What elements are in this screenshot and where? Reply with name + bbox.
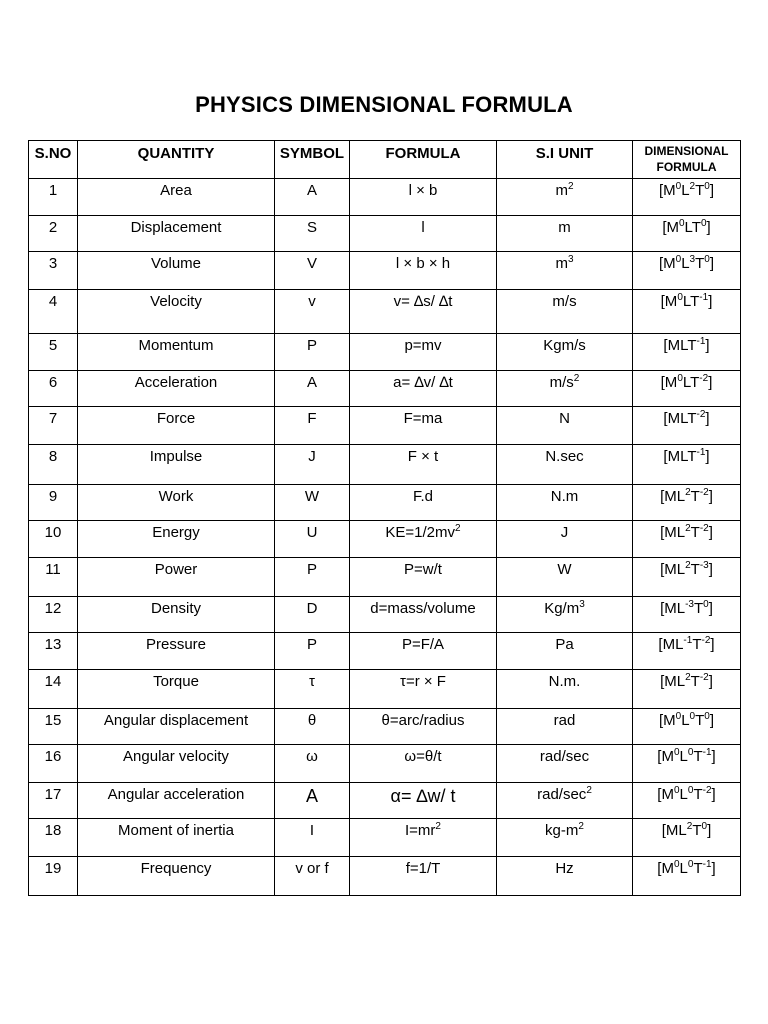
cell-dimensional-formula: $[MLT^{-1}]$ — [633, 334, 741, 371]
cell-symbol: A — [275, 179, 350, 216]
cell-dimensional-formula: $[M^0LT^{-2}]$ — [633, 371, 741, 407]
header-row — [29, 141, 741, 179]
cell-si-unit: N.m — [497, 485, 633, 521]
table-row — [29, 371, 741, 407]
cell-dimensional-formula: $[M^0L^0T^{-1}]$ — [633, 857, 741, 896]
cell-quantity: Momentum — [78, 334, 275, 371]
cell-sno: 14 — [29, 670, 78, 709]
dimensional-formula-table — [28, 140, 741, 896]
page-title: PHYSICS DIMENSIONAL FORMULA — [195, 92, 573, 117]
cell-dimensional-formula: $[ML^2T^{-2}]$ — [633, 670, 741, 709]
cell-formula: d=mass/volume — [350, 597, 497, 633]
table-row — [29, 819, 741, 857]
table-row — [29, 407, 741, 445]
table-row — [29, 558, 741, 597]
cell-dimensional-formula: $[MLT^{-1}]$ — [633, 445, 741, 485]
cell-quantity: Force — [78, 407, 275, 445]
cell-si-unit: $kg-m^2$ — [497, 819, 633, 857]
table-row — [29, 290, 741, 334]
table-row — [29, 745, 741, 783]
cell-formula: α= ∆w/ t — [350, 783, 497, 819]
cell-si-unit: rad — [497, 709, 633, 745]
cell-dimensional-formula: $[ML^2T^0]$ — [633, 819, 741, 857]
cell-formula: P=F/A — [350, 633, 497, 670]
table-row — [29, 709, 741, 745]
cell-dimensional-formula: $[ML^{-3}T^0]$ — [633, 597, 741, 633]
cell-formula: τ=r × F — [350, 670, 497, 709]
header-formula: FORMULA — [350, 141, 497, 179]
cell-quantity: Angular acceleration — [78, 783, 275, 819]
cell-formula: a= ∆v/ ∆t — [350, 371, 497, 407]
cell-symbol: W — [275, 485, 350, 521]
cell-si-unit: Hz — [497, 857, 633, 896]
table-row — [29, 670, 741, 709]
cell-formula: F.d — [350, 485, 497, 521]
cell-symbol: I — [275, 819, 350, 857]
table-row — [29, 597, 741, 633]
cell-si-unit: m/s — [497, 290, 633, 334]
cell-sno: 4 — [29, 290, 78, 334]
cell-symbol: v — [275, 290, 350, 334]
cell-dimensional-formula: $[M^0L^0T^{-2}]$ — [633, 783, 741, 819]
cell-formula: $KE=1/2mv^2$ — [350, 521, 497, 558]
table-row — [29, 334, 741, 371]
cell-quantity: Area — [78, 179, 275, 216]
cell-formula: ω=θ/t — [350, 745, 497, 783]
cell-si-unit: N — [497, 407, 633, 445]
cell-quantity: Work — [78, 485, 275, 521]
cell-dimensional-formula: $[M^0L^3T^0]$ — [633, 252, 741, 290]
cell-quantity: Moment of inertia — [78, 819, 275, 857]
cell-sno: 18 — [29, 819, 78, 857]
cell-symbol: P — [275, 633, 350, 670]
cell-sno: 8 — [29, 445, 78, 485]
cell-symbol: A — [275, 371, 350, 407]
cell-formula: $I=mr^2$ — [350, 819, 497, 857]
cell-formula: θ=arc/radius — [350, 709, 497, 745]
table-row — [29, 485, 741, 521]
table-row — [29, 783, 741, 819]
cell-formula: F=ma — [350, 407, 497, 445]
table-row — [29, 521, 741, 558]
cell-symbol: J — [275, 445, 350, 485]
cell-quantity: Impulse — [78, 445, 275, 485]
cell-dimensional-formula: $[M^0L^0T^{-1}]$ — [633, 745, 741, 783]
cell-quantity: Velocity — [78, 290, 275, 334]
cell-symbol: θ — [275, 709, 350, 745]
cell-sno: 7 — [29, 407, 78, 445]
cell-symbol: F — [275, 407, 350, 445]
cell-sno: 12 — [29, 597, 78, 633]
cell-formula: P=w/t — [350, 558, 497, 597]
table-row — [29, 179, 741, 216]
cell-sno: 16 — [29, 745, 78, 783]
cell-quantity: Volume — [78, 252, 275, 290]
cell-quantity: Pressure — [78, 633, 275, 670]
cell-sno: 19 — [29, 857, 78, 896]
cell-dimensional-formula: $[ML^2T^{-3}]$ — [633, 558, 741, 597]
cell-dimensional-formula: $[MLT^{-2}]$ — [633, 407, 741, 445]
cell-quantity: Density — [78, 597, 275, 633]
table-row — [29, 216, 741, 252]
cell-si-unit: rad/$\sec^2$ — [497, 783, 633, 819]
cell-symbol: A — [275, 783, 350, 819]
cell-quantity: Angular velocity — [78, 745, 275, 783]
cell-si-unit: $m^2$ — [497, 179, 633, 216]
table-row — [29, 633, 741, 670]
cell-dimensional-formula: $[M^0LT^0]$ — [633, 216, 741, 252]
table-row — [29, 857, 741, 896]
cell-si-unit: $m/s^2$ — [497, 371, 633, 407]
cell-symbol: D — [275, 597, 350, 633]
cell-formula: v= ∆s/ ∆t — [350, 290, 497, 334]
cell-quantity: Acceleration — [78, 371, 275, 407]
cell-symbol: P — [275, 334, 350, 371]
cell-sno: 6 — [29, 371, 78, 407]
cell-si-unit: W — [497, 558, 633, 597]
cell-formula: f=1/T — [350, 857, 497, 896]
cell-formula: p=mv — [350, 334, 497, 371]
cell-symbol: ω — [275, 745, 350, 783]
cell-sno: 15 — [29, 709, 78, 745]
header-sno: S.NO — [29, 141, 78, 179]
cell-symbol: U — [275, 521, 350, 558]
cell-quantity: Displacement — [78, 216, 275, 252]
cell-quantity: Angular displacement — [78, 709, 275, 745]
cell-quantity: Energy — [78, 521, 275, 558]
cell-si-unit: $Kg/m^3$ — [497, 597, 633, 633]
table-row — [29, 445, 741, 485]
header-symbol: SYMBOL — [275, 141, 350, 179]
cell-si-unit: J — [497, 521, 633, 558]
cell-quantity: Frequency — [78, 857, 275, 896]
cell-symbol: P — [275, 558, 350, 597]
cell-dimensional-formula: $[ML^2T^{-2}]$ — [633, 485, 741, 521]
cell-si-unit: N.m. — [497, 670, 633, 709]
cell-formula: l × b — [350, 179, 497, 216]
cell-si-unit: Kgm/s — [497, 334, 633, 371]
cell-quantity: Torque — [78, 670, 275, 709]
cell-symbol: τ — [275, 670, 350, 709]
cell-sno: 2 — [29, 216, 78, 252]
header-dimensional-formula: DIMENSIONAL FORMULA — [633, 141, 741, 179]
table-header — [29, 141, 741, 179]
cell-dimensional-formula: $[M^0L^0T^0]$ — [633, 709, 741, 745]
cell-si-unit: $m^3$ — [497, 252, 633, 290]
cell-si-unit: Pa — [497, 633, 633, 670]
cell-sno: 3 — [29, 252, 78, 290]
cell-dimensional-formula: $[M^0L^2T^0]$ — [633, 179, 741, 216]
cell-si-unit: N.sec — [497, 445, 633, 485]
cell-sno: 13 — [29, 633, 78, 670]
cell-formula: F × t — [350, 445, 497, 485]
cell-symbol: v or f — [275, 857, 350, 896]
cell-quantity: Power — [78, 558, 275, 597]
cell-formula: l × b × h — [350, 252, 497, 290]
cell-sno: 1 — [29, 179, 78, 216]
cell-sno: 9 — [29, 485, 78, 521]
cell-dimensional-formula: $[ML^2T^{-2}]$ — [633, 521, 741, 558]
cell-symbol: S — [275, 216, 350, 252]
cell-sno: 11 — [29, 558, 78, 597]
header-quantity: QUANTITY — [78, 141, 275, 179]
table-row — [29, 252, 741, 290]
cell-sno: 17 — [29, 783, 78, 819]
cell-dimensional-formula: $[ML^{-1}T^{-2}]$ — [633, 633, 741, 670]
cell-sno: 10 — [29, 521, 78, 558]
table-body — [29, 179, 741, 896]
cell-si-unit: m — [497, 216, 633, 252]
cell-sno: 5 — [29, 334, 78, 371]
cell-symbol: V — [275, 252, 350, 290]
cell-dimensional-formula: $[M^0LT^{-1}]$ — [633, 290, 741, 334]
cell-si-unit: rad/sec — [497, 745, 633, 783]
header-si-unit: S.I UNIT — [497, 141, 633, 179]
cell-formula: l — [350, 216, 497, 252]
